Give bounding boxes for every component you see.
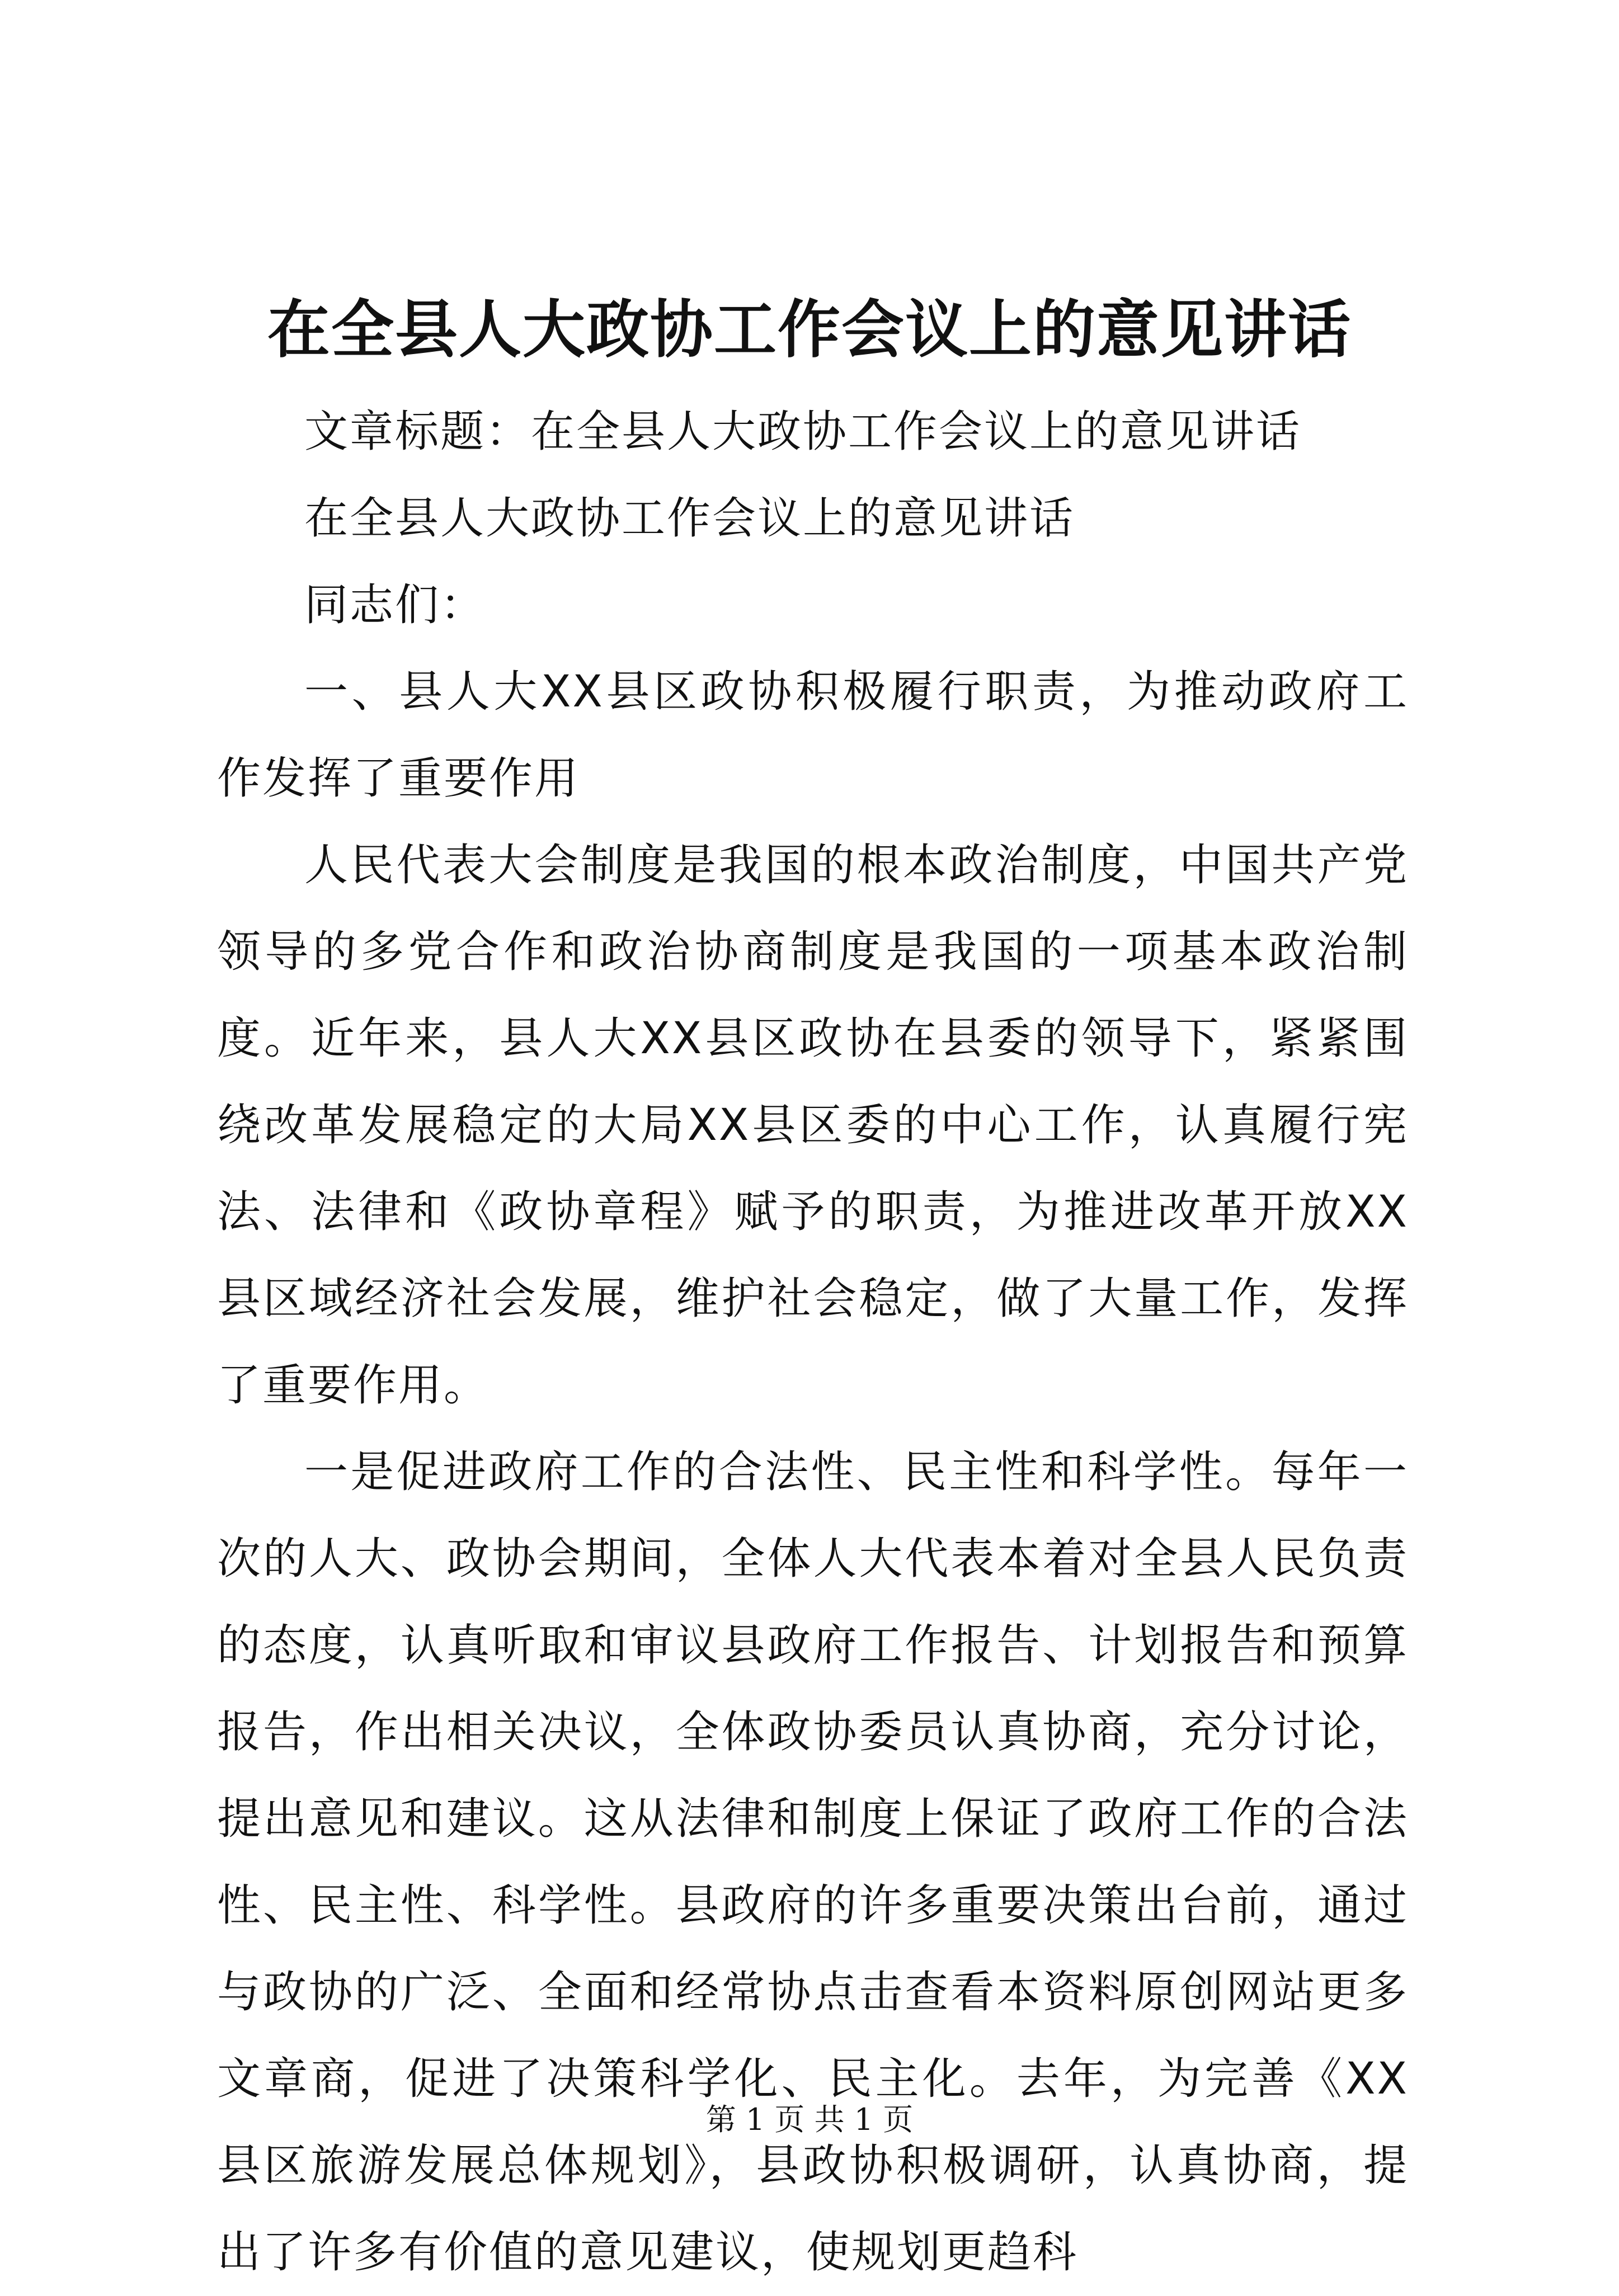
paragraph-speech-title: 在全县人大政协工作会议上的意见讲话: [304, 493, 1075, 544]
paragraph-salutation: 同志们：: [304, 580, 486, 630]
paragraph-body: 人民代表大会制度是我国的根本政治制度，中国共产党领导的多党合作和政治协商制度是我国的一项基本政治制度。近年来，县人大XX县区政协在县委的领导下，紧紧围绕改革发展稳定的大局XX县区委的中心工作，认真履行宪法、法律和《政协章程》赋予的职责，为推进改革开放XX县区域经济社会发展，维护社会稳定，做了大量工作，发挥了重要作用。: [217, 840, 1409, 1411]
paragraph-section-heading: 一、县人大XX县区政协积极履行职责，为推动政府工作发挥了重要作用: [217, 667, 1409, 804]
paragraph-article-title: 文章标题：在全县人大政协工作会议上的意见讲话: [304, 407, 1302, 457]
page-footer: 第 1 页 共 1 页: [705, 2102, 914, 2137]
document-title: 在全县人大政协工作会议上的意见讲话: [267, 293, 1352, 366]
document-body: [217, 389, 1409, 2296]
paragraph-body: 一是促进政府工作的合法性、民主性和科学性。每年一次的人大、政协会期间，全体人大代表本着对全县人民负责的态度，认真听取和审议县政府工作报告、计划报告和预算报告，作出相关决议，全体政协委员认真协商，充分讨论，提出意见和建议。这从法律和制度上保证了政府工作的合法性、民主性、科学性。县政府的许多重要决策出台前，通过与政协的广泛、全面和经常协点击查看本资料原创网站更多文章商，促进了决策科学化、民主化。去年，为完善《XX县区旅游发展总体规划》，县政协积极调研，认真协商，提出了许多有价值的意见建议，使规划更趋科: [217, 1447, 1409, 2278]
